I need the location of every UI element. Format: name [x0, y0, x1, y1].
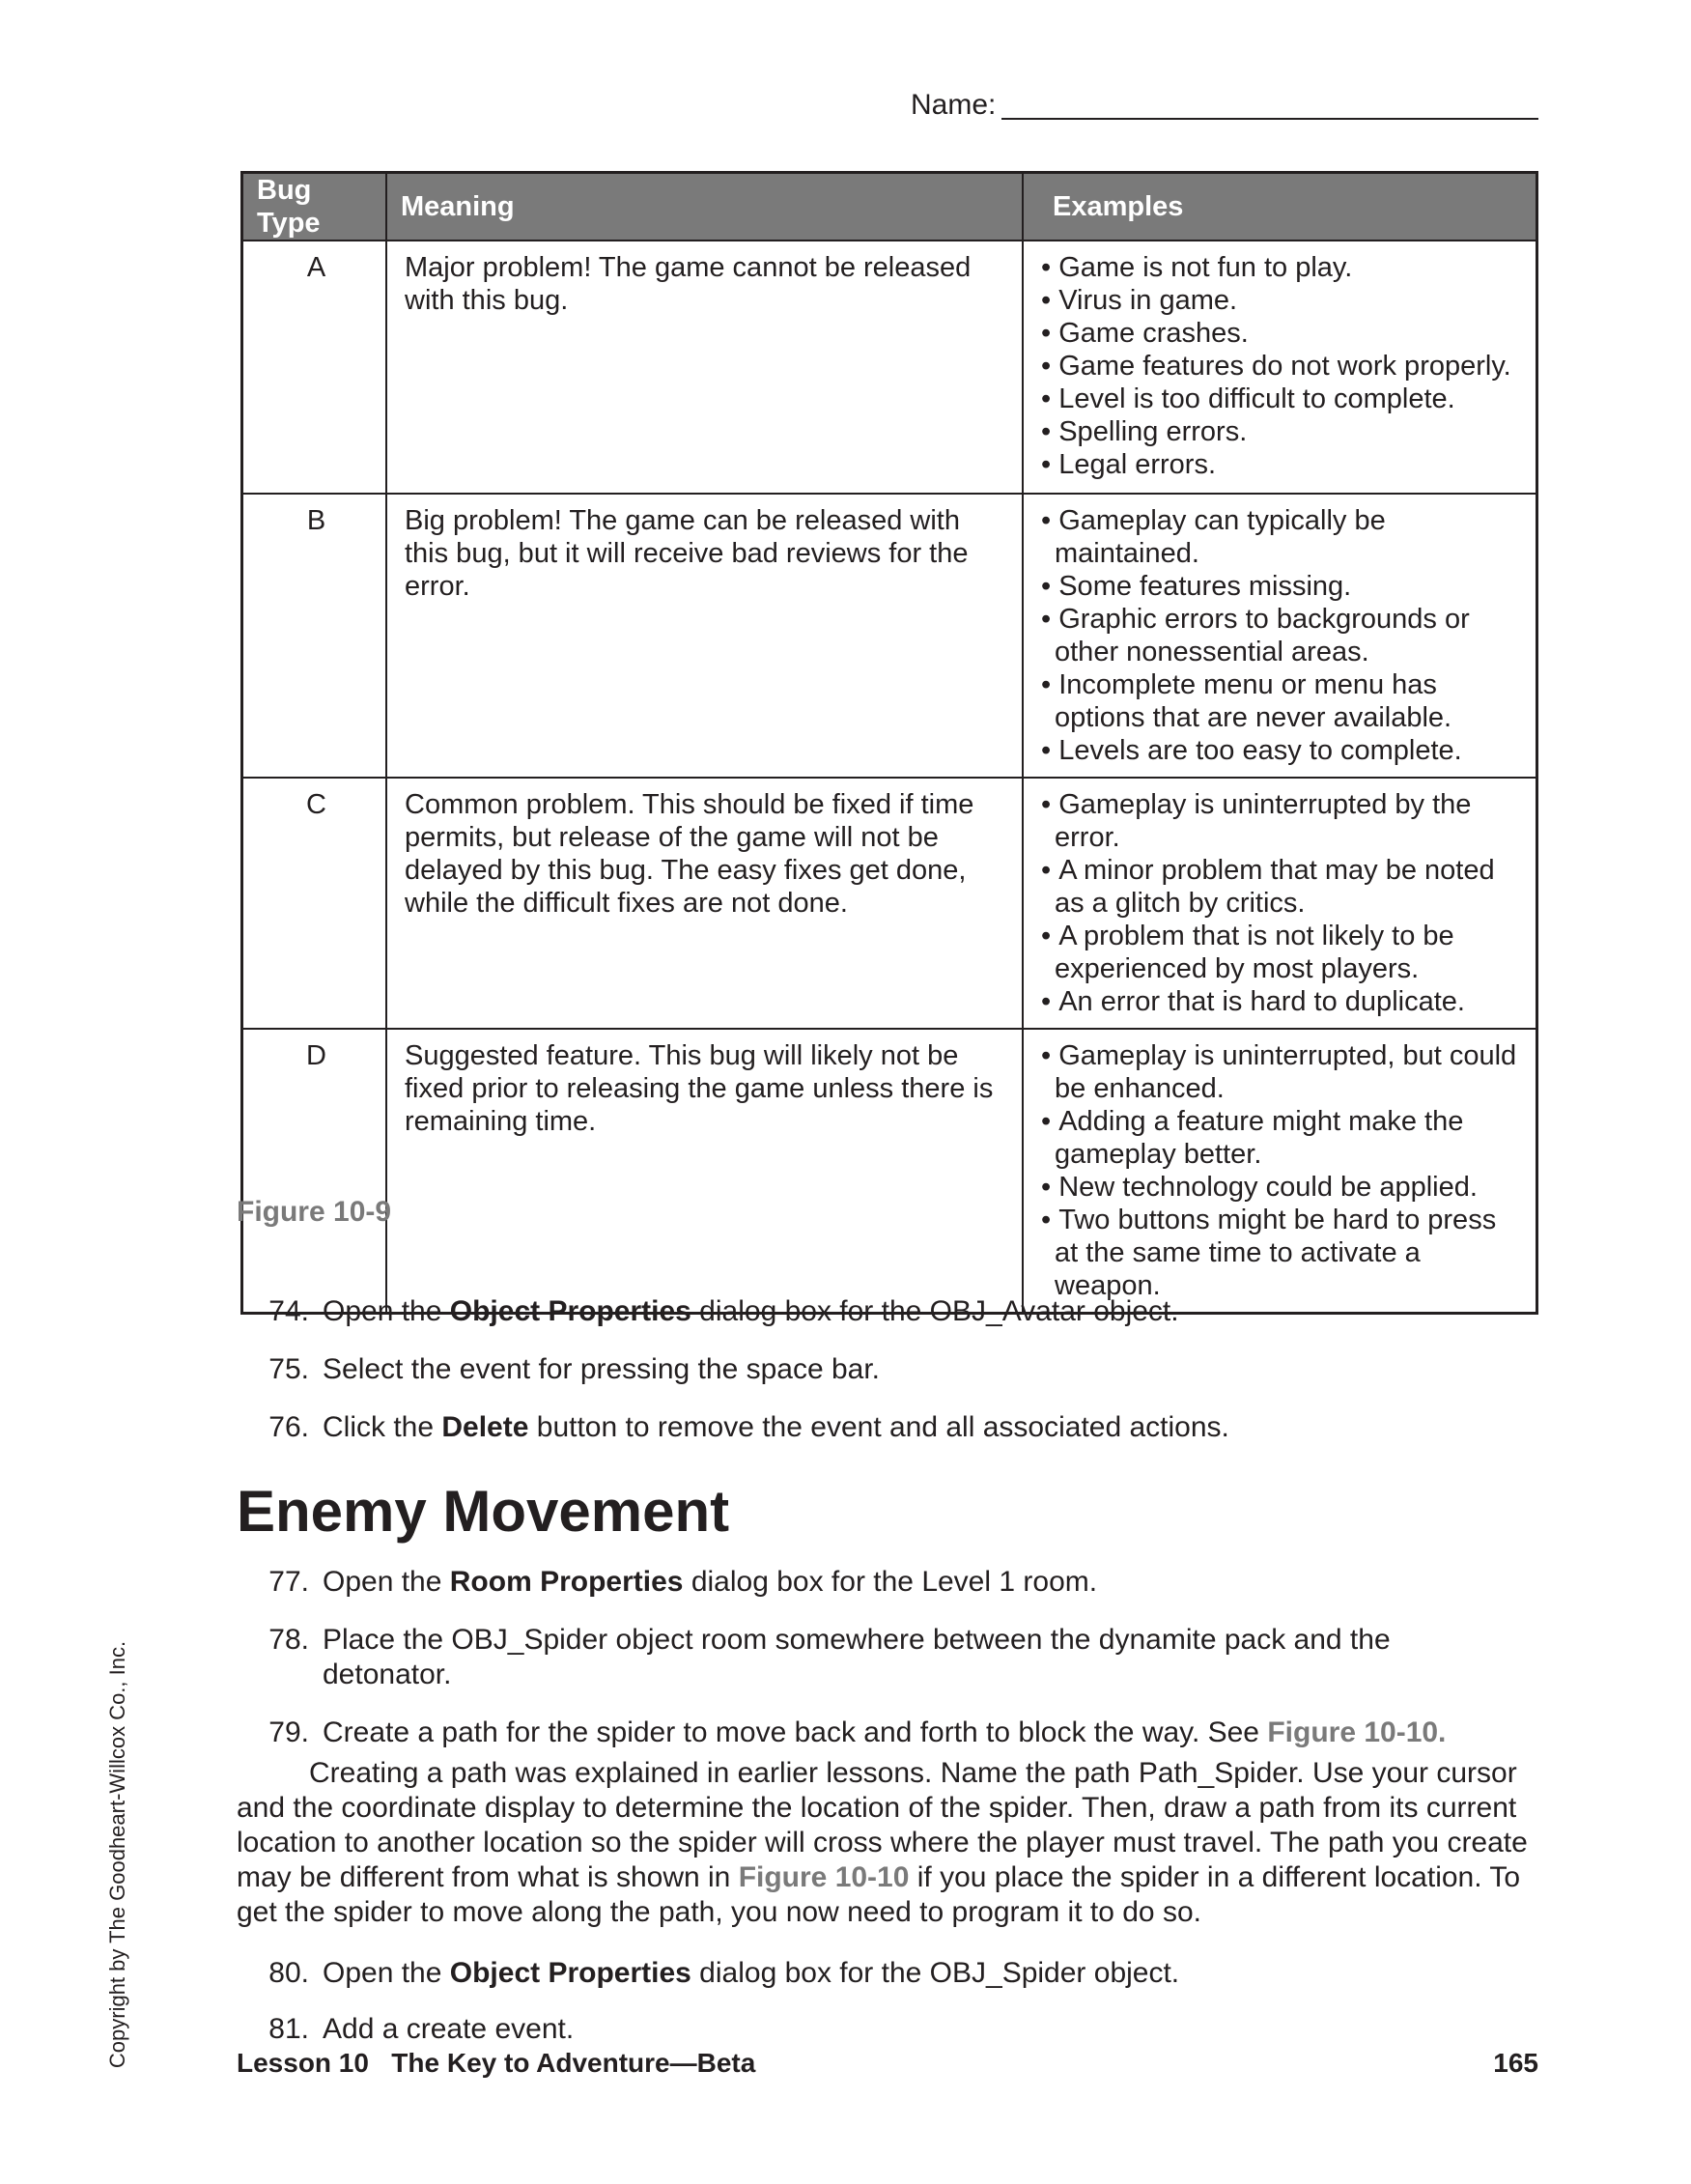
- meaning-cell: Major problem! The game cannot be released with this bug.: [386, 241, 1023, 494]
- step-79: [249, 1716, 1534, 1750]
- step-text: dialog box for the: [690, 1957, 930, 1989]
- step-number: 76.: [268, 1411, 309, 1443]
- example-item: • Game features do not work properly.: [1041, 350, 1522, 383]
- example-item: • Game crashes.: [1041, 317, 1522, 350]
- example-item: • Legal errors.: [1041, 448, 1522, 481]
- example-item: • Gameplay can typically be maintained.: [1041, 504, 1522, 570]
- example-item: • Incomplete menu or menu has options that are never available.: [1041, 668, 1522, 734]
- step-76: [249, 1410, 1534, 1445]
- step-text: Open the: [323, 1566, 450, 1598]
- step-number: 79.: [268, 1716, 309, 1748]
- paragraph-text: Creating a path was explained in earlier lessons. Name the path: [309, 1757, 1139, 1789]
- example-item: • Levels are too easy to complete.: [1041, 734, 1522, 767]
- bug-type-cell: B: [242, 494, 387, 778]
- example-item: • New technology could be applied.: [1041, 1171, 1522, 1204]
- paragraph-text: . Use your cursor and the coordinate display to determine the location of the spider. Then, draw a path from its current location to another location so the spider will cross where the player must travel. The path you create may be different from what is shown in: [237, 1757, 1528, 1893]
- section-heading: Enemy Movement: [237, 1479, 730, 1544]
- table-row: [242, 494, 1537, 778]
- example-item: • Spelling errors.: [1041, 415, 1522, 448]
- step-text: Select the event for pressing the space bar.: [323, 1353, 881, 1385]
- step-number: 77.: [268, 1566, 309, 1598]
- figure-caption: Figure 10-9: [237, 1196, 392, 1228]
- example-item: • Graphic errors to backgrounds or other nonessential areas.: [1041, 603, 1522, 668]
- ui-term: Room Properties: [449, 1566, 684, 1598]
- name-label: Name:: [911, 89, 997, 121]
- footer-lesson-title: Lesson 10 The Key to Adventure—Beta: [237, 2048, 756, 2078]
- figure-reference: Figure 10-10.: [1267, 1716, 1447, 1748]
- step-text: Place the: [323, 1624, 452, 1656]
- header-meaning: Meaning: [386, 173, 1023, 241]
- example-item: • Level is too difficult to complete.: [1041, 383, 1522, 415]
- examples-cell: [1023, 1029, 1537, 1314]
- name-blank-line: [1001, 89, 1538, 120]
- meaning-cell: Big problem! The game can be released with this bug, but it will receive bad reviews for the error.: [386, 494, 1023, 778]
- step-text: object.: [1085, 1295, 1179, 1327]
- paragraph-text: if you place the spider in a different location. To get the spider to move along the path, you now need to program it to do so.: [237, 1861, 1521, 1928]
- explanation-paragraph: [237, 1756, 1540, 1930]
- step-number: 80.: [268, 1957, 309, 1989]
- example-item: • Gameplay is uninterrupted by the error.: [1041, 788, 1522, 854]
- header-examples: Examples: [1023, 173, 1537, 241]
- step-77: [249, 1565, 1534, 1600]
- meaning-cell: Suggested feature. This bug will likely not be fixed prior to releasing the game unless there is remaining time.: [386, 1029, 1023, 1314]
- step-80: [249, 1956, 1534, 1991]
- step-74: [249, 1294, 1534, 1329]
- step-number: 74.: [268, 1295, 309, 1327]
- example-item: • Game is not fun to play.: [1041, 251, 1522, 284]
- name-field: [911, 81, 1538, 120]
- step-text: Create a path for the spider to move back and forth to block the way. See: [323, 1716, 1268, 1748]
- step-text: Open the: [323, 1957, 450, 1989]
- step-text: room.: [1015, 1566, 1098, 1598]
- example-item: • A minor problem that may be noted as a glitch by critics.: [1041, 854, 1522, 920]
- table-row: [242, 241, 1537, 494]
- object-name: OBJ_Spider: [451, 1624, 608, 1656]
- bug-type-table: [240, 171, 1538, 1315]
- ui-term: Object Properties: [449, 1957, 691, 1989]
- example-item: • An error that is hard to duplicate.: [1041, 985, 1522, 1018]
- step-text: dialog box for the: [690, 1295, 930, 1327]
- page-number: 165: [1493, 2048, 1538, 2078]
- object-name: OBJ_Avatar: [929, 1295, 1085, 1327]
- example-item: • Gameplay is uninterrupted, but could be enhanced.: [1041, 1039, 1522, 1105]
- figure-reference: Figure 10-10: [738, 1861, 910, 1893]
- step-text: button to remove the event and all associated actions.: [528, 1411, 1229, 1443]
- step-text: Add a create event.: [323, 2013, 575, 2045]
- example-item: • Virus in game.: [1041, 284, 1522, 317]
- header-bug-type: Bug Type: [242, 173, 387, 241]
- copyright-notice: Copyright by The Goodheart-Willcox Co., Inc.: [105, 1640, 129, 2069]
- example-item: • Two buttons might be hard to press at the same time to activate a weapon.: [1041, 1204, 1522, 1302]
- step-text: object room somewhere between the dynamite pack and the detonator.: [323, 1624, 1391, 1690]
- table-row: [242, 1029, 1537, 1314]
- path-name: Path_Spider: [1138, 1757, 1297, 1789]
- bug-type-cell: D: [242, 1029, 387, 1314]
- bug-type-cell: C: [242, 778, 387, 1029]
- step-number: 78.: [268, 1624, 309, 1656]
- object-name: Level 1: [921, 1566, 1016, 1598]
- bug-type-cell: A: [242, 241, 387, 494]
- examples-cell: [1023, 241, 1537, 494]
- step-text: object.: [1085, 1957, 1180, 1989]
- step-text: dialog box for the: [683, 1566, 922, 1598]
- step-81: [249, 2012, 1534, 2047]
- example-item: • Adding a feature might make the gameplay better.: [1041, 1105, 1522, 1171]
- examples-cell: [1023, 494, 1537, 778]
- step-text: Open the: [323, 1295, 450, 1327]
- meaning-cell: Common problem. This should be fixed if time permits, but release of the game will not be delayed by this bug. The easy fixes get done, while the difficult fixes are not done.: [386, 778, 1023, 1029]
- ui-term: Object Properties: [449, 1295, 691, 1327]
- examples-cell: [1023, 778, 1537, 1029]
- example-item: • Some features missing.: [1041, 570, 1522, 603]
- step-number: 75.: [268, 1353, 309, 1385]
- step-text: Click the: [323, 1411, 442, 1443]
- ui-term: Delete: [441, 1411, 529, 1443]
- step-75: [249, 1352, 1534, 1387]
- object-name: OBJ_Spider: [929, 1957, 1086, 1989]
- example-item: • A problem that is not likely to be experienced by most players.: [1041, 920, 1522, 985]
- step-number: 81.: [268, 2013, 309, 2045]
- table-row: [242, 778, 1537, 1029]
- step-78: [249, 1623, 1534, 1692]
- table-header-row: [242, 173, 1537, 241]
